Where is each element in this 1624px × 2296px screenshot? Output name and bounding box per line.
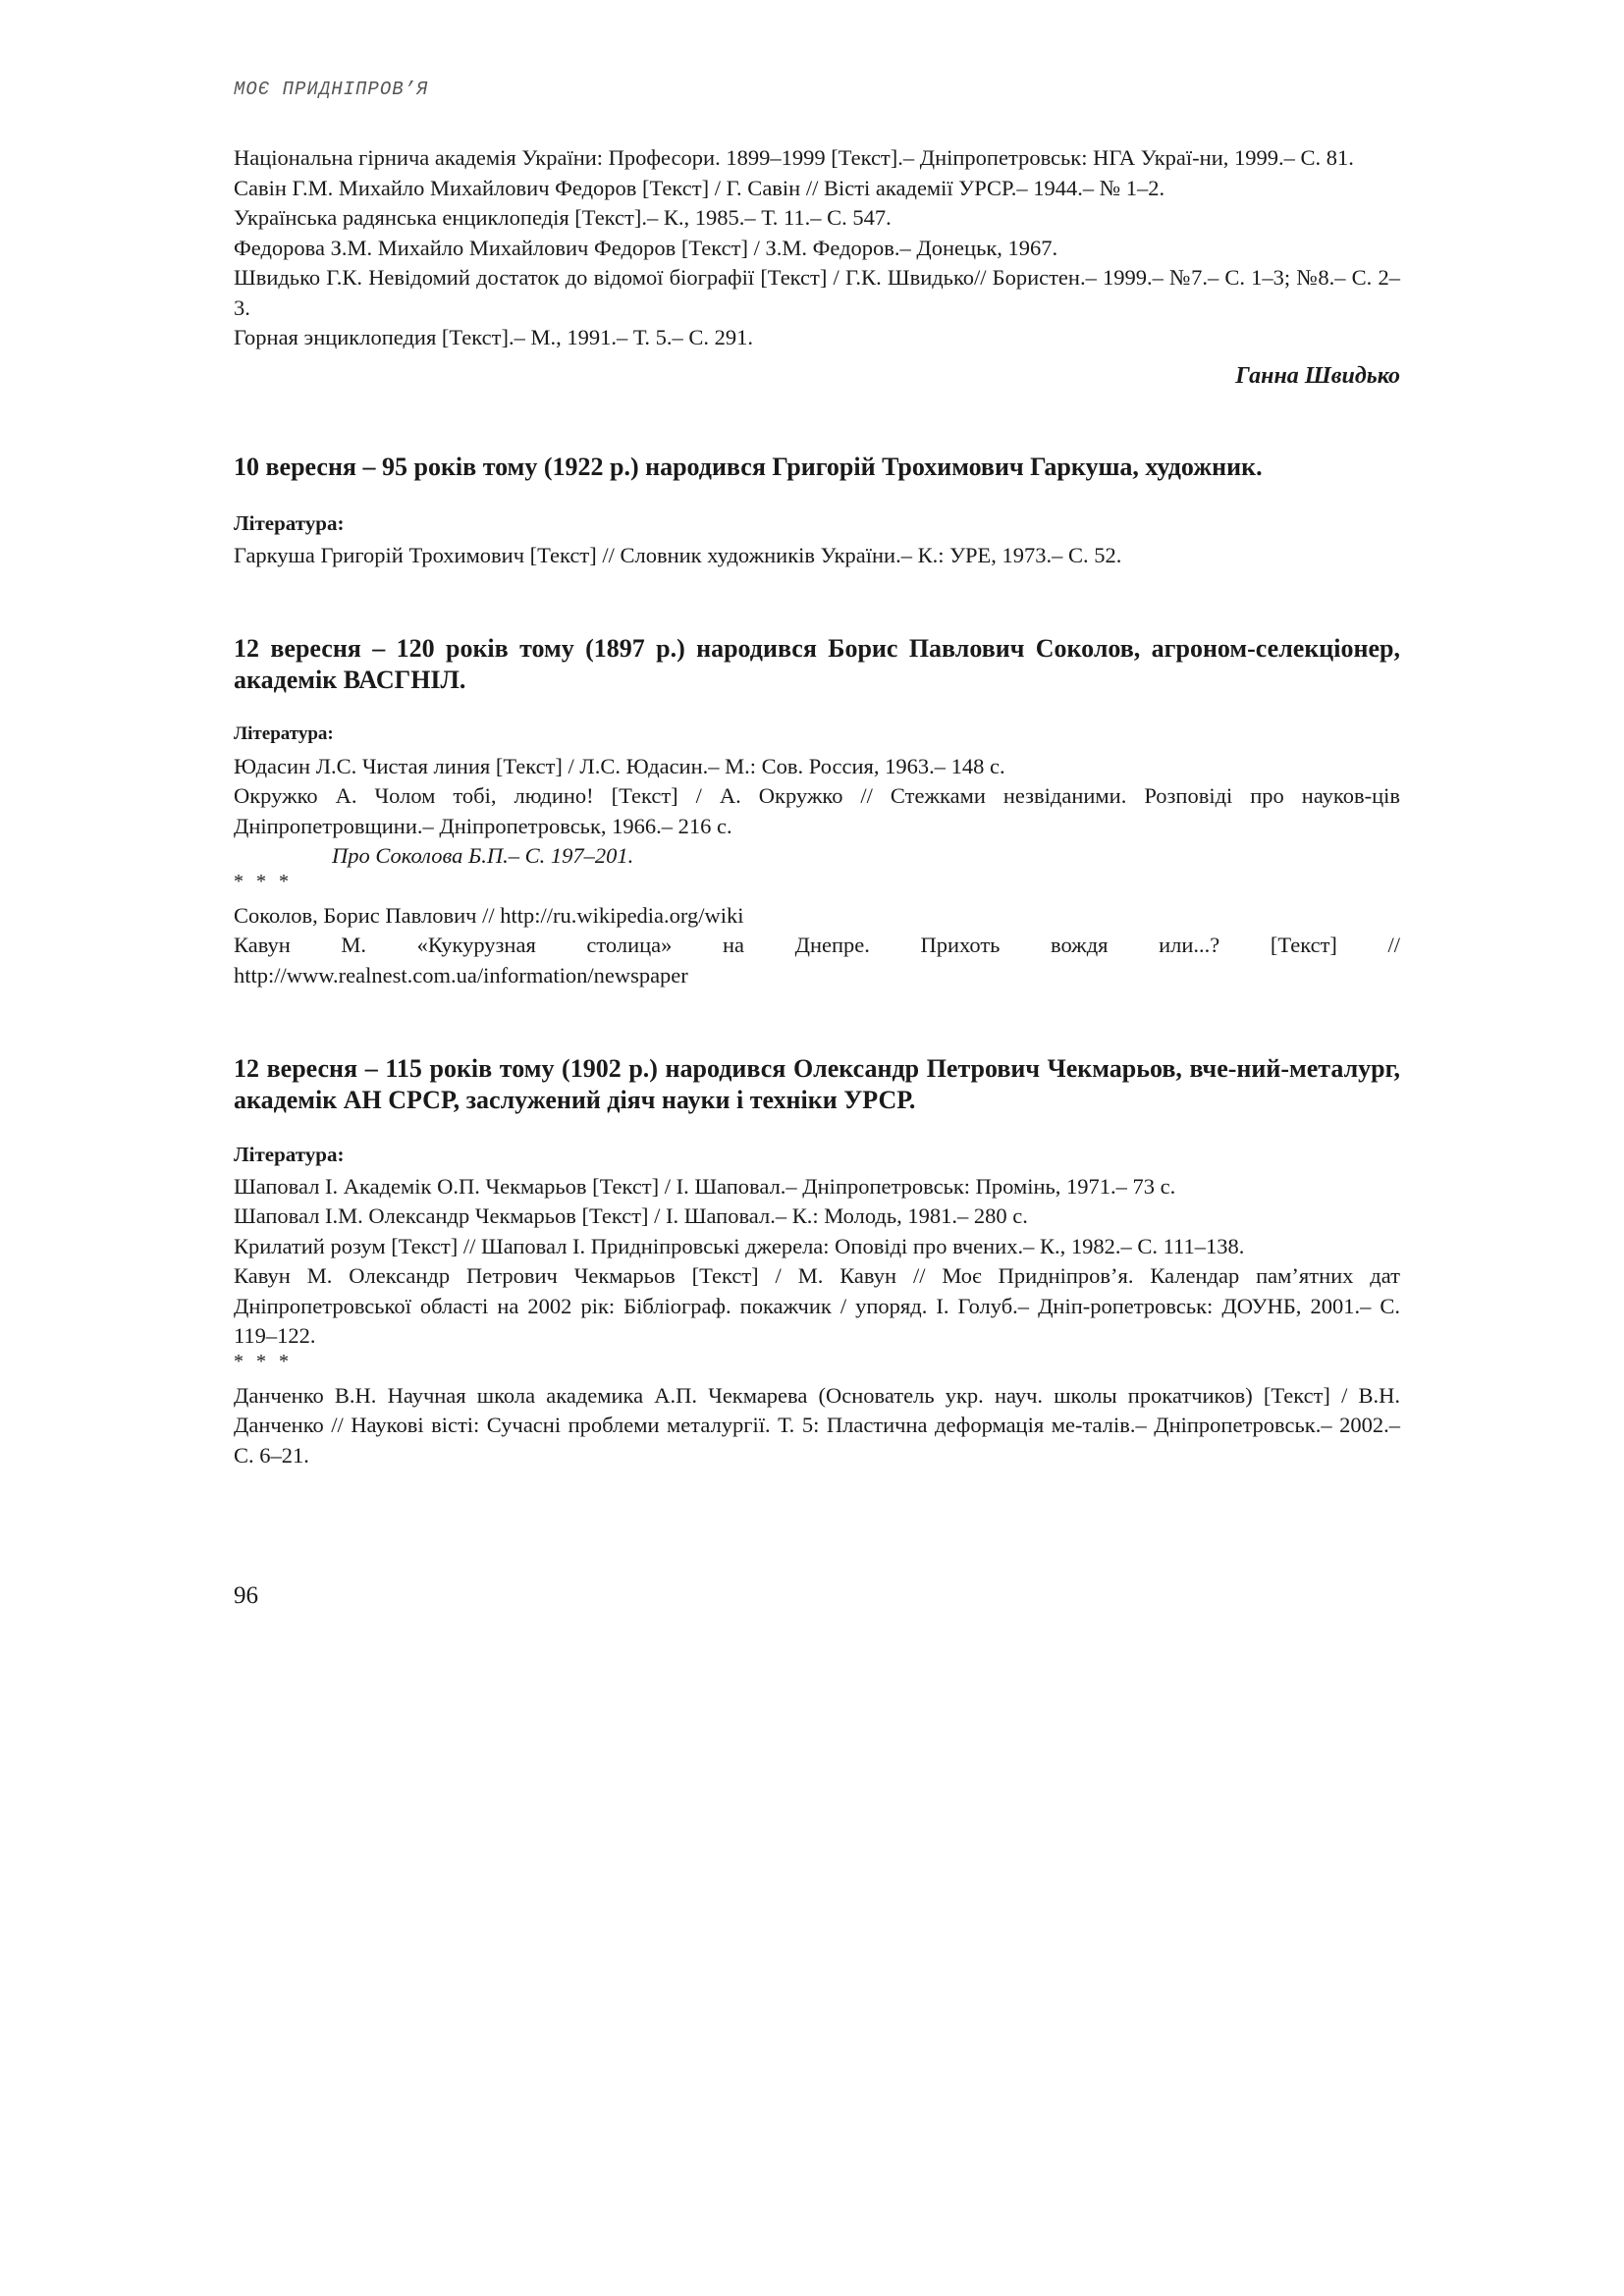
bibliography-entry: Юдасин Л.С. Чистая линия [Текст] / Л.С. Юдасин.– М.: Сов. Россия, 1963.– 148 с. [234,753,1005,778]
section-divider-stars: * * * [234,1350,293,1372]
previous-section-bibliography [234,143,1400,391]
page-content [234,143,1400,1470]
literature-label: Література: [234,723,334,744]
bibliography-subnote: Про Соколова Б.П.– С. 197–201. [332,843,634,868]
bibliography-entry: Українська радянська енциклопедія [Текст].– К., 1985.– Т. 11.– С. 547. [234,205,892,230]
event-heading: 10 вересня – 95 років тому (1922 р.) народився Григорій Трохимович Гаркуша, художник. [234,453,1263,481]
bibliography-entry: Шаповал І. Академік О.П. Чекмарьов [Текст] / І. Шаповал.– Дніпропетровськ: Промінь, 1971.– 73 с. [234,1173,1176,1199]
bibliography-entry: Данченко В.Н. Научная школа академика А.П. Чекмарева (Основатель укр. науч. школы прокатчиков) [Текст] / В.Н. Данченко // Наукові вісті: Сучасні проблеми металургії. Т. 5: Пластична деформація ме-талів.– Дніпропетровськ.– 2002.– С. 6–21. [234,1382,1400,1468]
page-number: 96 [234,1582,258,1609]
web-resource-entry: Соколов, Борис Павлович // http://ru.wikipedia.org/wiki [234,902,744,928]
event-heading: 12 вересня – 120 років тому (1897 р.) народився Борис Павлович Соколов, агроном-селекціонер, академік ВАСГНІЛ. [234,634,1400,694]
event-section-chekmaryov [234,1053,1400,1470]
event-section-garkusha [234,452,1400,570]
bibliography-entry: Національна гірнича академія України: Професори. 1899–1999 [Текст].– Дніпропетровськ: НГА Украї-ни, 1999.– С. 81. [234,145,1354,170]
bibliography-entry: Окружко А. Чолом тобі, людино! [Текст] / А. Окружко // Стежками незвіданими. Розповіді про науков-ців Дніпропетровщини.– Дніпропетровськ, 1966.– 216 с. [234,783,1400,838]
web-resource-link: http://www.realnest.com.ua/information/newspaper [234,962,688,988]
running-title: МОЄ ПРИДНІПРОВ’Я [234,79,429,100]
bibliography-entry: Гаркуша Григорій Трохимович [Текст] // Словник художників України.– К.: УРЕ, 1973.– С. 52. [234,542,1122,567]
section-divider-stars: * * * [234,870,293,892]
bibliography-entry: Шаповал І.М. Олександр Чекмарьов [Текст] / І. Шаповал.– К.: Молодь, 1981.– 280 с. [234,1203,1028,1228]
bibliography-entry: Савін Г.М. Михайло Михайлович Федоров [Текст] / Г. Савін // Вісті академії УРСР.– 1944.– № 1–2. [234,175,1165,200]
bibliography-entry: Швидько Г.К. Невідомий достаток до відомої біографії [Текст] / Г.К. Швидько// Бористен.– 1999.– №7.– С. 1–3; №8.– С. 2–3. [234,265,1400,320]
author-signature: Ганна Швидько [1235,362,1400,389]
event-section-sokolov [234,633,1400,990]
literature-label: Література: [234,1143,345,1166]
bibliography-entry: Крилатий розум [Текст] // Шаповал І. Придніпровські джерела: Оповіді про вчених.– К., 1982.– С. 111–138. [234,1233,1245,1258]
bibliography-entry: Федорова З.М. Михайло Михайлович Федоров [Текст] / З.М. Федоров.– Донецьк, 1967. [234,235,1058,260]
bibliography-entry: Горная энциклопедия [Текст].– М., 1991.– Т. 5.– С. 291. [234,325,753,349]
event-heading: 12 вересня – 115 років тому (1902 р.) народився Олександр Петрович Чекмарьов, вче-ний-металург, академік АН СРСР, заслужений діяч науки і техніки УРСР. [234,1054,1400,1114]
web-resource-entry: Кавун М. «Кукурузная столица» на Днепре. Прихоть вождя или...? [Текст] // [234,933,1400,957]
bibliography-entry: Кавун М. Олександр Петрович Чекмарьов [Текст] / М. Кавун // Моє Придніпров’я. Календар пам’ятних дат Дніпропетровської області на 2002 рік: Бібліограф. покажчик / упоряд. І. Голуб.– Дніп-ропетровськ: ДОУНБ, 2001.– С. 119–122. [234,1263,1400,1348]
literature-label: Література: [234,511,345,535]
